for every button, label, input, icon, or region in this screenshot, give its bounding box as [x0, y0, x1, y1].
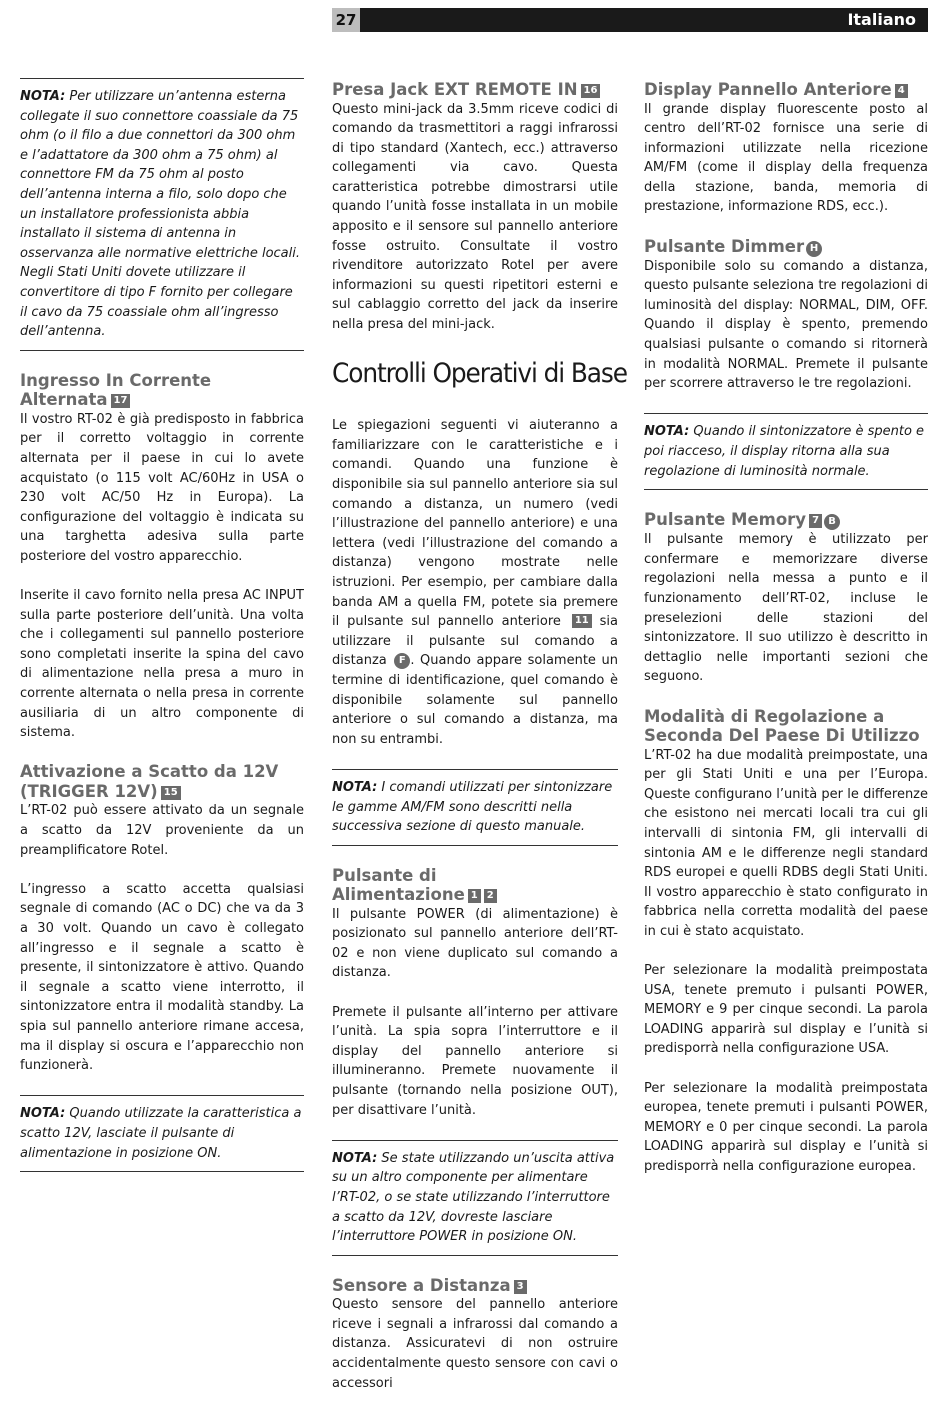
language-label: Italiano	[847, 10, 916, 29]
ref-circle: F	[394, 653, 410, 669]
paragraph: Il grande display fluorescente posto al centro dell’RT-02 fornisce una serie di informazioni utilizzate nella ricezione AM/FM (come il display della frequenza della stazione, banda, memoria di prestazione, informazione RDS, ecc.).	[644, 101, 928, 215]
note-power	[332, 1140, 618, 1256]
paragraph: Il pulsante memory è utilizzato per confermare e memorizzare diverse regolazioni nella messa a punto e il funzionamento dell’RT-02, incluse le preselezioni delle stazioni del sintonizzatore. Il suo utilizzo è descritto in dettaglio nelle importanti sezioni che seguono.	[644, 532, 928, 685]
note-text: Se state utilizzando un’uscita attiva su un altro componente per alimentare l’RT-02, o se state utilizzando l’interruttore a scatto da 12V, dovreste lasciare l’interruttore POWER in posizione ON.	[332, 1150, 615, 1245]
note-label: NOTA:	[644, 424, 690, 440]
paragraph: Questo sensore del pannello anteriore riceve i segnali a infrarossi dal comando a distanza. Assicuratevi di non ostruire accidentalmente questo sensore con cavi o accessori	[332, 1297, 618, 1391]
heading-trigger: Attivazione a Scatto da 12V (TRIGGER 12V) 15	[20, 762, 279, 801]
heading-power: Pulsante di Alimentazione 1 2	[332, 866, 618, 905]
paragraph: Questo mini-jack da 3.5mm riceve codici di comando da trasmettitori a raggi infrarossi di tipo standard (Xantech, ecc.) attraverso collegamenti via cavo. Questa caratteristica potrebbe dimostrarsi utile quando l’unità fosse installata in un mobile apposito e il sensore sul pannello anteriore fosse ostruito. Consultate il vostro rivenditore autorizzato Rotel per avere informazioni su questi ripetitori esterni e sul cablaggio corretto del jack da inserire nella presa del mini-jack.	[332, 101, 618, 333]
page-header-bar	[332, 8, 928, 32]
heading-display: Display Pannello Anteriore 4	[644, 80, 928, 100]
column-left	[20, 78, 304, 1192]
heading-ext-remote: Presa Jack EXT REMOTE IN 16	[332, 80, 618, 100]
note-am-fm	[332, 769, 618, 846]
ref-badge: 7	[809, 514, 822, 528]
paragraph: L’RT-02 può essere attivato da un segnale a scatto da 12V proveniente da un preamplificatore Rotel.	[20, 803, 304, 858]
note-text: Per utilizzare un’antenna esterna collegate il suo connettore coassiale da 75 ohm (o il filo a due connettori da 300 ohm e l’adattatore da 300 ohm a 75 ohm) al connettore FM da 75 ohm al posto dell’antenna interna a filo, solo dopo che un installatore professionista abbia installato il sistema di antenna in osservanza alle normative elettriche locali. Negli Stati Uniti dovete utilizzare il convertitore di tipo F fornito per collegare il cavo da 75 coassiale ohm all’ingresso dell’antenna.	[20, 89, 300, 340]
paragraph: L’RT-02 ha due modalità preimpostate, una per gli Stati Uniti e una per l’Europa. Queste configurano l’unità per le differenze che esistono nei mercati locali tra cui gli intervalli di sintonia FM, gli intervalli di sintonia AM e le differenze negli standard RDS europei e quelli RDBS degli Stati Uniti. Il vostro apparecchio è stato configurato in fabbrica nella corretta modalità del paese in cui è stato acquistato.	[644, 747, 928, 939]
paragraph: Il pulsante POWER (di alimentazione) è posizionato sul pannello anteriore dell’RT-02 e non viene duplicato sul comando a distanza.	[332, 906, 618, 981]
paragraph: L’ingresso a scatto accetta qualsiasi segnale di comando (AC o DC) che va da 3 a 30 volt. Quando un cavo è collegato all’ingresso e il segnale a scatto è presente, il sintonizzatore è attivo. Quando il segnale a scatto viene interrotto, il sintonizzatore entra il modalità standby. La spia sul pannello anteriore rimane accesa, ma il display si oscura e l’apparecchio non funzionerà.	[20, 881, 304, 1074]
column-right	[644, 78, 928, 1196]
paragraph-intro: Le spiegazioni seguenti vi aiuteranno a familiarizzare con le caratteristiche e i comandi. Quando una funzione è disponibile sia sul pannello anteriore sia sul comando a distanza, un numero (vedi l’illustrazione del pannello anteriore) e una lettera (vedi l’illustrazione del comando a distanza) vengono mostrate nelle istruzioni. Per esempio, per cambiare dalla banda AM a quella FM, potete sia premere il pulsante sul pannello anteriore 11 sia utilizzare il pulsante sul comando a distanza F . Quando appare solamente un termine di identificazione, quel comando è disponibile solamente sul pannello anteriore o sul comando a distanza, ma non su entrambi.	[332, 418, 619, 747]
ref-badge: 4	[895, 84, 908, 98]
note-label: NOTA:	[332, 779, 378, 795]
note-dimmer	[644, 413, 928, 490]
ref-badge: 16	[581, 84, 601, 98]
heading-dimmer: Pulsante Dimmer H	[644, 237, 928, 257]
paragraph: Disponibile solo su comando a distanza, questo pulsante seleziona tre regolazioni di luminosità del display: NORMAL, DIM, OFF. Quando il display è spento, premendo qualsiasi pulsante o comando si ritornerà in modalità NORMAL. Premete il pulsante per scorrere attraverso le tre regolazioni.	[644, 258, 928, 392]
paragraph: Il vostro RT-02 è già predisposto in fabbrica per il corretto voltaggio in corrente alternata per il paese in cui lo avete acquistato (o 115 volt AC/60Hz in USA o 230 volt AC/50 Hz in Europa). La configurazione del voltaggio è indicata su una targhetta adesiva sulla parte posteriore del vostro apparecchio.	[20, 411, 304, 564]
ref-badge: 15	[161, 786, 181, 800]
heading-sensor: Sensore a Distanza 3	[332, 1276, 618, 1296]
note-label: NOTA:	[20, 1106, 66, 1122]
note-text: Quando utilizzate la caratteristica a scatto 12V, lasciate il pulsante di alimentazione in posizione ON.	[20, 1106, 302, 1161]
ref-circle: B	[824, 514, 840, 530]
page-number: 27	[332, 8, 360, 32]
heading-ac-input: Ingresso In Corrente Alternata 17	[20, 370, 212, 410]
ref-circle: H	[806, 241, 822, 257]
note-antenna	[20, 78, 304, 351]
heading-memory: Pulsante Memory 7 B	[644, 510, 928, 530]
section-title: Controlli Operativi di Base	[332, 358, 627, 390]
note-label: NOTA:	[332, 1150, 378, 1166]
note-text: Quando il sintonizzatore è spento e poi riacceso, il display ritorna alla sua regolazione di luminosità normale.	[644, 424, 925, 479]
column-middle	[332, 78, 627, 1413]
note-label: NOTA:	[20, 89, 66, 104]
note-trigger	[20, 1095, 304, 1172]
paragraph: Per selezionare la modalità preimpostata USA, tenete premuto i pulsanti POWER, MEMORY e 9 per cinque secondi. La parola LOADING apparirà sul display e l’unità si predisporrà nella configurazione USA.	[644, 963, 928, 1057]
ref-badge: 17	[111, 394, 131, 408]
ref-badge: 3	[514, 1280, 527, 1294]
ref-badge: 11	[572, 614, 592, 628]
paragraph: Premete il pulsante all’interno per attivare l’unità. La spia sopra l’interruttore e il display del pannello anteriore si illumineranno. Premete nuovamente il pulsante (tornando nella posizione OUT), per disattivare l’unità.	[332, 1004, 618, 1118]
heading-country-mode: Modalità di Regolazione a Seconda Del Paese Di Utilizzo	[644, 706, 920, 746]
paragraph: Inserite il cavo fornito nella presa AC INPUT sulla parte posteriore dell’unità. Una volta che i collegamenti sul pannello posteriore sono completati inserite la spina del cavo di alimentazione nella presa a muro in corrente alternata o nella presa in corrente ausiliaria di un altro componente di sistema.	[20, 588, 304, 741]
paragraph: Per selezionare la modalità preimpostata europea, tenete premuti i pulsanti POWER, MEMORY e 0 per cinque secondi. La parola LOADING apparirà sul display e l’unità si predisporrà nella configurazione europea.	[644, 1080, 928, 1174]
note-text: I comandi utilizzati per sintonizzare le gamme AM/FM sono descritti nella successiva sezione di questo manuale.	[332, 779, 613, 835]
ref-badge: 1	[468, 889, 481, 903]
ref-badge: 2	[484, 889, 497, 903]
